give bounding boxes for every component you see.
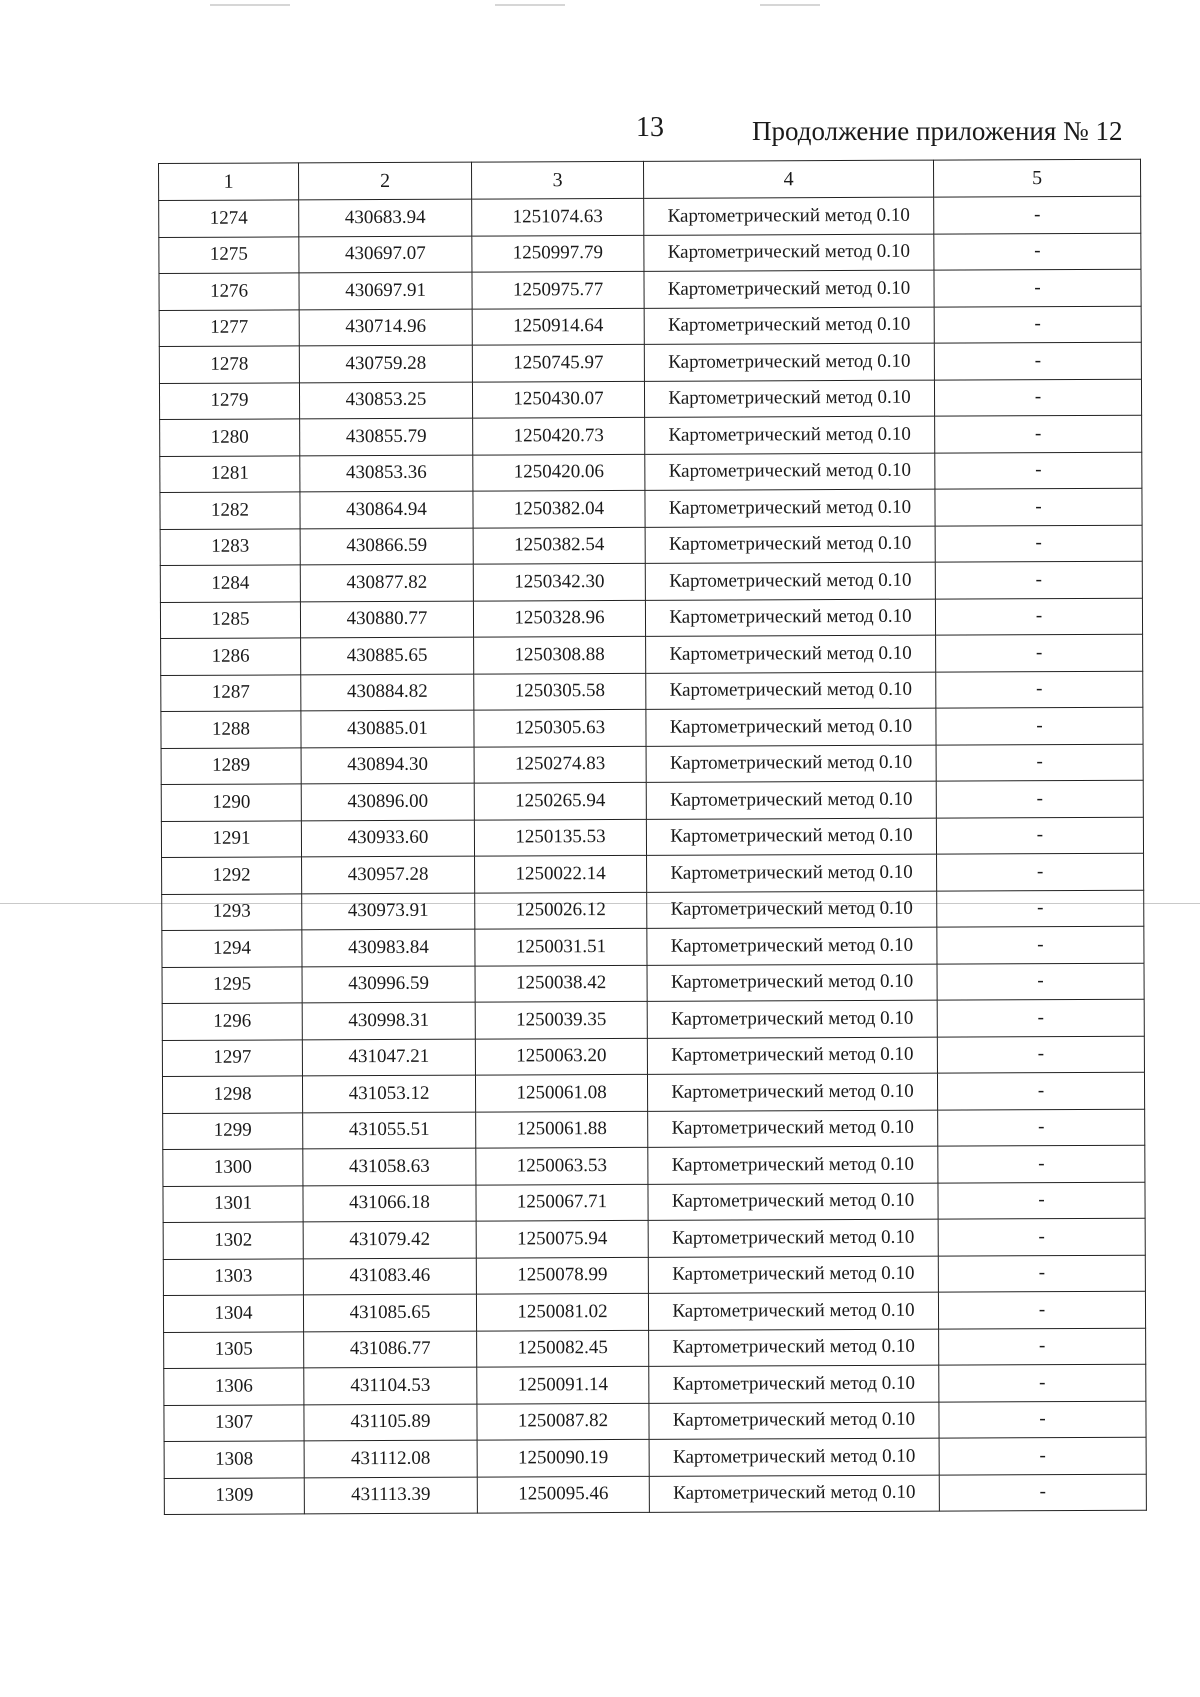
y-coordinate-cell: 1250082.45 xyxy=(477,1330,649,1367)
method-cell: Картометрический метод 0.10 xyxy=(647,927,937,965)
method-cell: Картометрический метод 0.10 xyxy=(644,380,934,418)
method-cell: Картометрический метод 0.10 xyxy=(645,489,935,527)
table-row xyxy=(164,1364,1146,1405)
note-cell: - xyxy=(939,1474,1146,1511)
table-row xyxy=(161,707,1143,748)
x-coordinate-cell: 430884.82 xyxy=(301,674,474,711)
method-cell: Картометрический метод 0.10 xyxy=(648,1110,938,1148)
x-coordinate-cell: 430864.94 xyxy=(300,491,473,528)
x-coordinate-cell: 431085.65 xyxy=(303,1294,476,1331)
table-row xyxy=(164,1474,1146,1515)
point-number-cell: 1286 xyxy=(161,638,301,675)
y-coordinate-cell: 1250135.53 xyxy=(474,819,646,856)
y-coordinate-cell: 1250061.08 xyxy=(475,1074,647,1111)
note-cell: - xyxy=(934,342,1141,379)
x-coordinate-cell: 430973.91 xyxy=(302,893,475,930)
point-number-cell: 1276 xyxy=(159,273,299,310)
y-coordinate-cell: 1250091.14 xyxy=(477,1366,649,1403)
x-coordinate-cell: 430877.82 xyxy=(300,564,473,601)
point-number-cell: 1277 xyxy=(159,309,299,346)
table-row xyxy=(163,1291,1145,1332)
point-number-cell: 1295 xyxy=(162,966,302,1003)
y-coordinate-cell: 1250022.14 xyxy=(475,855,647,892)
y-coordinate-cell: 1250420.73 xyxy=(473,417,645,454)
coordinates-table xyxy=(158,159,1147,1515)
method-cell: Картометрический метод 0.10 xyxy=(646,635,936,673)
y-coordinate-cell: 1250063.53 xyxy=(476,1147,648,1184)
x-coordinate-cell: 430880.77 xyxy=(300,601,473,638)
note-cell: - xyxy=(937,963,1144,1000)
note-cell: - xyxy=(939,1328,1146,1365)
x-coordinate-cell: 430714.96 xyxy=(299,309,472,346)
table-row xyxy=(160,561,1142,602)
y-coordinate-cell: 1250997.79 xyxy=(472,235,644,272)
note-cell: - xyxy=(936,707,1143,744)
y-coordinate-cell: 1250274.83 xyxy=(474,746,646,783)
y-coordinate-cell: 1250095.46 xyxy=(477,1476,649,1513)
point-number-cell: 1308 xyxy=(164,1441,304,1478)
point-number-cell: 1275 xyxy=(159,236,299,273)
table-row xyxy=(162,999,1144,1040)
note-cell: - xyxy=(934,269,1141,306)
y-coordinate-cell: 1250745.97 xyxy=(472,344,644,381)
point-number-cell: 1307 xyxy=(164,1404,304,1441)
note-cell: - xyxy=(935,452,1142,489)
point-number-cell: 1278 xyxy=(159,346,299,383)
table-row xyxy=(159,269,1141,310)
note-cell: - xyxy=(934,379,1141,416)
note-cell: - xyxy=(938,1109,1145,1146)
column-header: 3 xyxy=(471,161,643,199)
note-cell: - xyxy=(938,1218,1145,1255)
y-coordinate-cell: 1250038.42 xyxy=(475,965,647,1002)
y-coordinate-cell: 1250265.94 xyxy=(474,782,646,819)
column-header: 4 xyxy=(643,160,933,198)
x-coordinate-cell: 430996.59 xyxy=(302,966,475,1003)
table-row xyxy=(162,890,1144,931)
x-coordinate-cell: 430885.01 xyxy=(301,710,474,747)
method-cell: Картометрический метод 0.10 xyxy=(647,964,937,1002)
x-coordinate-cell: 430983.84 xyxy=(302,929,475,966)
note-cell: - xyxy=(937,926,1144,963)
x-coordinate-cell: 431086.77 xyxy=(304,1331,477,1368)
y-coordinate-cell: 1250420.06 xyxy=(473,454,645,491)
column-header: 1 xyxy=(159,163,299,201)
x-coordinate-cell: 430855.79 xyxy=(300,418,473,455)
note-cell: - xyxy=(934,196,1141,233)
y-coordinate-cell: 1250305.58 xyxy=(474,673,646,710)
method-cell: Картометрический метод 0.10 xyxy=(649,1365,939,1403)
table-row xyxy=(160,598,1142,639)
note-cell: - xyxy=(937,1072,1144,1109)
note-cell: - xyxy=(935,488,1142,525)
point-number-cell: 1304 xyxy=(163,1295,303,1332)
x-coordinate-cell: 430894.30 xyxy=(301,747,474,784)
method-cell: Картометрический метод 0.10 xyxy=(645,562,935,600)
y-coordinate-cell: 1250081.02 xyxy=(476,1293,648,1330)
table-row xyxy=(163,1109,1145,1150)
x-coordinate-cell: 430697.07 xyxy=(299,236,472,273)
method-cell: Картометрический метод 0.10 xyxy=(649,1402,939,1440)
method-cell: Картометрический метод 0.10 xyxy=(644,307,934,345)
method-cell: Картометрический метод 0.10 xyxy=(644,270,934,308)
method-cell: Картометрический метод 0.10 xyxy=(646,781,936,819)
method-cell: Картометрический метод 0.10 xyxy=(648,1183,938,1221)
note-cell: - xyxy=(939,1437,1146,1474)
y-coordinate-cell: 1250078.99 xyxy=(476,1257,648,1294)
method-cell: Картометрический метод 0.10 xyxy=(646,745,936,783)
method-cell: Картометрический метод 0.10 xyxy=(645,599,935,637)
page-number: 13 xyxy=(636,112,664,143)
note-cell: - xyxy=(935,525,1142,562)
note-cell: - xyxy=(935,415,1142,452)
table-row xyxy=(159,196,1141,237)
table-row xyxy=(162,853,1144,894)
point-number-cell: 1283 xyxy=(160,528,300,565)
y-coordinate-cell: 1250063.20 xyxy=(475,1038,647,1075)
x-coordinate-cell: 430866.59 xyxy=(300,528,473,565)
y-coordinate-cell: 1250305.63 xyxy=(474,709,646,746)
method-cell: Картометрический метод 0.10 xyxy=(644,197,934,235)
point-number-cell: 1306 xyxy=(164,1368,304,1405)
note-cell: - xyxy=(935,598,1142,635)
note-cell: - xyxy=(937,999,1144,1036)
note-cell: - xyxy=(939,1401,1146,1438)
point-number-cell: 1274 xyxy=(159,200,299,237)
note-cell: - xyxy=(936,671,1143,708)
x-coordinate-cell: 430683.94 xyxy=(299,199,472,236)
table-row xyxy=(164,1437,1146,1478)
method-cell: Картометрический метод 0.10 xyxy=(649,1475,939,1513)
note-cell: - xyxy=(936,780,1143,817)
method-cell: Картометрический метод 0.10 xyxy=(647,1000,937,1038)
note-cell: - xyxy=(937,853,1144,890)
point-number-cell: 1279 xyxy=(159,382,299,419)
note-cell: - xyxy=(938,1145,1145,1182)
scan-artifact xyxy=(760,4,820,6)
x-coordinate-cell: 431055.51 xyxy=(303,1112,476,1149)
x-coordinate-cell: 431066.18 xyxy=(303,1185,476,1222)
point-number-cell: 1297 xyxy=(162,1039,302,1076)
point-number-cell: 1291 xyxy=(161,820,301,857)
scan-artifact xyxy=(210,4,290,6)
method-cell: Картометрический метод 0.10 xyxy=(644,234,934,272)
x-coordinate-cell: 430853.25 xyxy=(299,382,472,419)
method-cell: Картометрический метод 0.10 xyxy=(648,1256,938,1294)
method-cell: Картометрический метод 0.10 xyxy=(645,416,935,454)
point-number-cell: 1294 xyxy=(162,930,302,967)
note-cell: - xyxy=(938,1291,1145,1328)
y-coordinate-cell: 1250061.88 xyxy=(476,1111,648,1148)
table-row xyxy=(162,1036,1144,1077)
point-number-cell: 1296 xyxy=(162,1003,302,1040)
y-coordinate-cell: 1250975.77 xyxy=(472,271,644,308)
y-coordinate-cell: 1250039.35 xyxy=(475,1001,647,1038)
method-cell: Картометрический метод 0.10 xyxy=(647,891,937,929)
note-cell: - xyxy=(937,890,1144,927)
method-cell: Картометрический метод 0.10 xyxy=(646,708,936,746)
point-number-cell: 1290 xyxy=(161,784,301,821)
y-coordinate-cell: 1250382.04 xyxy=(473,490,645,527)
point-number-cell: 1302 xyxy=(163,1222,303,1259)
note-cell: - xyxy=(938,1255,1145,1292)
x-coordinate-cell: 430853.36 xyxy=(300,455,473,492)
column-header: 2 xyxy=(299,162,472,200)
note-cell: - xyxy=(936,817,1143,854)
table-row xyxy=(159,379,1141,420)
x-coordinate-cell: 431053.12 xyxy=(302,1075,475,1112)
table-row xyxy=(160,488,1142,529)
x-coordinate-cell: 431105.89 xyxy=(304,1404,477,1441)
x-coordinate-cell: 431047.21 xyxy=(302,1039,475,1076)
point-number-cell: 1289 xyxy=(161,747,301,784)
method-cell: Картометрический метод 0.10 xyxy=(648,1146,938,1184)
table-row xyxy=(161,817,1143,858)
note-cell: - xyxy=(939,1364,1146,1401)
x-coordinate-cell: 431079.42 xyxy=(303,1221,476,1258)
note-cell: - xyxy=(934,306,1141,343)
table-row xyxy=(161,780,1143,821)
note-cell: - xyxy=(936,634,1143,671)
point-number-cell: 1284 xyxy=(160,565,300,602)
note-cell: - xyxy=(934,233,1141,270)
y-coordinate-cell: 1250382.54 xyxy=(473,527,645,564)
table-row xyxy=(160,452,1142,493)
table-row xyxy=(163,1218,1145,1259)
scan-artifact xyxy=(495,4,565,6)
method-cell: Картометрический метод 0.10 xyxy=(645,453,935,491)
table-row xyxy=(159,306,1141,347)
x-coordinate-cell: 430697.91 xyxy=(299,272,472,309)
y-coordinate-cell: 1250087.82 xyxy=(477,1403,649,1440)
point-number-cell: 1285 xyxy=(160,601,300,638)
method-cell: Картометрический метод 0.10 xyxy=(646,818,936,856)
table-row xyxy=(162,1072,1144,1113)
table-row xyxy=(164,1328,1146,1369)
point-number-cell: 1305 xyxy=(164,1331,304,1368)
table-row xyxy=(160,525,1142,566)
method-cell: Картометрический метод 0.10 xyxy=(647,1037,937,1075)
x-coordinate-cell: 430957.28 xyxy=(302,856,475,893)
point-number-cell: 1303 xyxy=(163,1258,303,1295)
x-coordinate-cell: 430998.31 xyxy=(302,1002,475,1039)
x-coordinate-cell: 431104.53 xyxy=(304,1367,477,1404)
method-cell: Картометрический метод 0.10 xyxy=(648,1292,938,1330)
table-row xyxy=(163,1145,1145,1186)
y-coordinate-cell: 1250067.71 xyxy=(476,1184,648,1221)
x-coordinate-cell: 430896.00 xyxy=(301,783,474,820)
table-header-row xyxy=(159,159,1141,200)
table-row xyxy=(161,671,1143,712)
x-coordinate-cell: 430933.60 xyxy=(301,820,474,857)
note-cell: - xyxy=(937,1036,1144,1073)
point-number-cell: 1288 xyxy=(161,711,301,748)
method-cell: Картометрический метод 0.10 xyxy=(647,854,937,892)
x-coordinate-cell: 431113.39 xyxy=(304,1477,477,1514)
point-number-cell: 1293 xyxy=(162,893,302,930)
y-coordinate-cell: 1250026.12 xyxy=(475,892,647,929)
y-coordinate-cell: 1250342.30 xyxy=(473,563,645,600)
table-row xyxy=(159,233,1141,274)
point-number-cell: 1282 xyxy=(160,492,300,529)
note-cell: - xyxy=(938,1182,1145,1219)
y-coordinate-cell: 1250328.96 xyxy=(473,600,645,637)
table-row xyxy=(163,1255,1145,1296)
x-coordinate-cell: 431058.63 xyxy=(303,1148,476,1185)
x-coordinate-cell: 430885.65 xyxy=(301,637,474,674)
y-coordinate-cell: 1250914.64 xyxy=(472,308,644,345)
point-number-cell: 1298 xyxy=(162,1076,302,1113)
x-coordinate-cell: 431112.08 xyxy=(304,1440,477,1477)
note-cell: - xyxy=(936,744,1143,781)
y-coordinate-cell: 1250308.88 xyxy=(474,636,646,673)
table-row xyxy=(160,415,1142,456)
y-coordinate-cell: 1250090.19 xyxy=(477,1439,649,1476)
method-cell: Картометрический метод 0.10 xyxy=(649,1329,939,1367)
table-row xyxy=(161,744,1143,785)
point-number-cell: 1287 xyxy=(161,674,301,711)
y-coordinate-cell: 1250075.94 xyxy=(476,1220,648,1257)
method-cell: Картометрический метод 0.10 xyxy=(646,672,936,710)
x-coordinate-cell: 430759.28 xyxy=(299,345,472,382)
page-header: Продолжение приложения № 12 xyxy=(752,116,1123,146)
y-coordinate-cell: 1251074.63 xyxy=(472,198,644,235)
table-row xyxy=(159,342,1141,383)
point-number-cell: 1300 xyxy=(163,1149,303,1186)
table-row xyxy=(162,963,1144,1004)
point-number-cell: 1280 xyxy=(160,419,300,456)
x-coordinate-cell: 431083.46 xyxy=(303,1258,476,1295)
note-cell: - xyxy=(935,561,1142,598)
point-number-cell: 1301 xyxy=(163,1185,303,1222)
table-row xyxy=(161,634,1143,675)
table-row xyxy=(163,1182,1145,1223)
column-header: 5 xyxy=(933,159,1140,197)
method-cell: Картометрический метод 0.10 xyxy=(649,1438,939,1476)
y-coordinate-cell: 1250031.51 xyxy=(475,928,647,965)
method-cell: Картометрический метод 0.10 xyxy=(648,1219,938,1257)
method-cell: Картометрический метод 0.10 xyxy=(644,343,934,381)
point-number-cell: 1299 xyxy=(163,1112,303,1149)
method-cell: Картометрический метод 0.10 xyxy=(645,526,935,564)
y-coordinate-cell: 1250430.07 xyxy=(472,381,644,418)
point-number-cell: 1292 xyxy=(162,857,302,894)
table-body xyxy=(159,196,1147,1514)
point-number-cell: 1309 xyxy=(164,1477,304,1514)
method-cell: Картометрический метод 0.10 xyxy=(647,1073,937,1111)
table-row xyxy=(164,1401,1146,1442)
point-number-cell: 1281 xyxy=(160,455,300,492)
table-row xyxy=(162,926,1144,967)
